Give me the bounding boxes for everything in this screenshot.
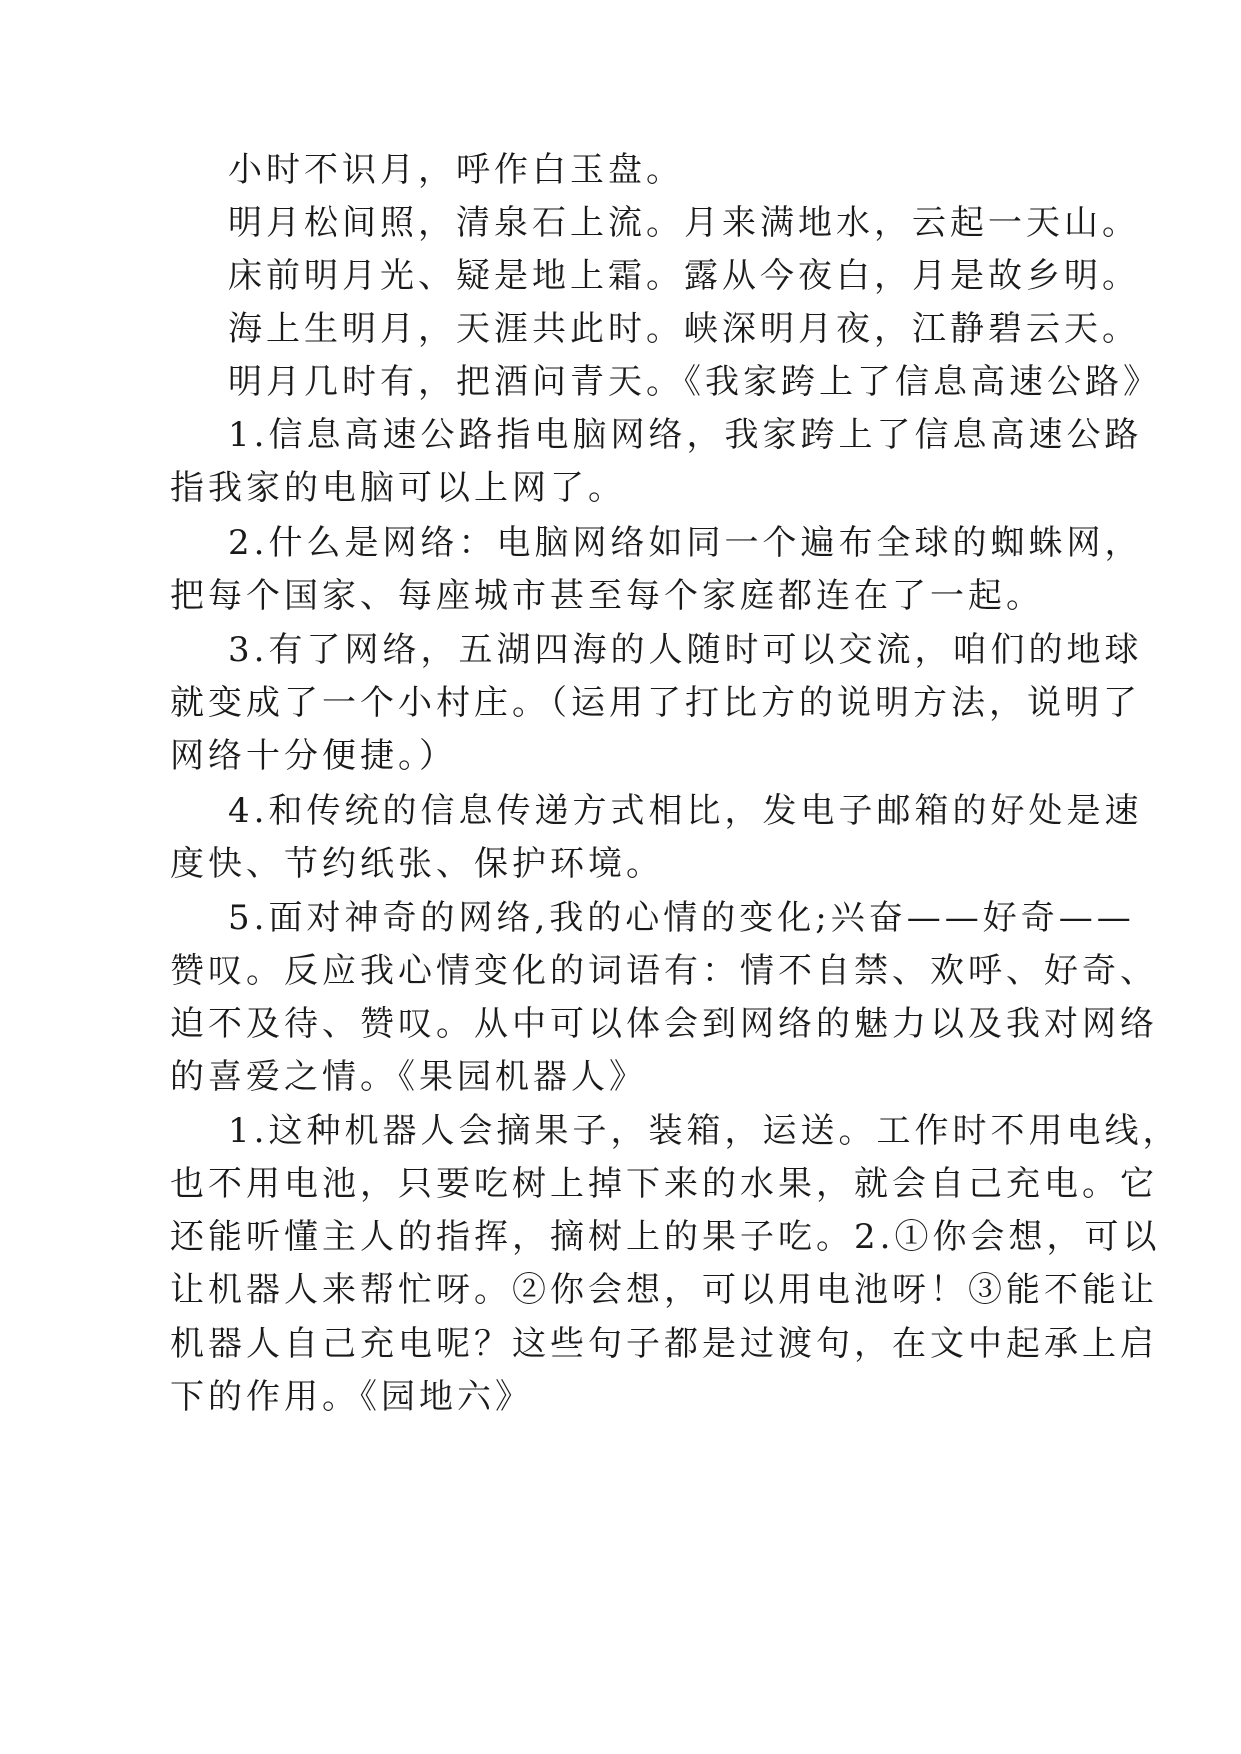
text-line-15: 5.面对神奇的网络,我的心情的变化;兴奋——好奇—— — [228, 898, 1135, 938]
text-line-7: 指我家的电脑可以上网了。 — [170, 468, 626, 508]
text-line-20: 也不用电池，只要吃树上掉下来的水果，就会自己充电。它 — [170, 1164, 1158, 1204]
text-line-3: 床前明月光、疑是地上霜。露从今夜白，月是故乡明。 — [228, 256, 1140, 296]
text-line-12: 网络十分便捷。） — [170, 736, 457, 776]
text-line-14: 度快、节约纸张、保护环境。 — [170, 844, 664, 884]
text-line-5: 明月几时有，把酒问青天。《我家跨上了信息高速公路》 — [228, 362, 1161, 402]
text-line-11: 就变成了一个小村庄。（运用了打比方的说明方法，说明了 — [170, 683, 1141, 723]
text-line-4: 海上生明月，天涯共此时。峡深明月夜，江静碧云天。 — [228, 309, 1140, 349]
text-line-22: 让机器人来帮忙呀。②你会想，可以用电池呀！③能不能让 — [170, 1270, 1158, 1310]
text-line-1: 小时不识月，呼作白玉盘。 — [228, 150, 684, 190]
text-line-18: 的喜爱之情。《果园机器人》 — [170, 1057, 647, 1097]
text-line-16: 赞叹。反应我心情变化的词语有：情不自禁、欢呼、好奇、 — [170, 951, 1158, 991]
text-line-21: 还能听懂主人的指挥，摘树上的果子吃。2.①你会想，可以 — [170, 1217, 1161, 1257]
text-line-6: 1.信息高速公路指电脑网络，我家跨上了信息高速公路 — [228, 415, 1143, 455]
text-line-23: 机器人自己充电呢？这些句子都是过渡句，在文中起承上启 — [170, 1324, 1158, 1364]
text-line-8: 2.什么是网络：电脑网络如同一个遍布全球的蜘蛛网， — [228, 523, 1143, 563]
text-line-2: 明月松间照，清泉石上流。月来满地水，云起一天山。 — [228, 203, 1140, 243]
text-line-13: 4.和传统的信息传递方式相比，发电子邮箱的好处是速 — [228, 791, 1143, 831]
text-line-10: 3.有了网络，五湖四海的人随时可以交流，咱们的地球 — [228, 630, 1143, 670]
text-line-9: 把每个国家、每座城市甚至每个家庭都连在了一起。 — [170, 576, 1044, 616]
text-line-19: 1.这种机器人会摘果子，装箱，运送。工作时不用电线， — [228, 1111, 1181, 1151]
text-line-24: 下的作用。《园地六》 — [170, 1377, 533, 1417]
text-line-17: 迫不及待、赞叹。从中可以体会到网络的魅力以及我对网络 — [170, 1004, 1158, 1044]
